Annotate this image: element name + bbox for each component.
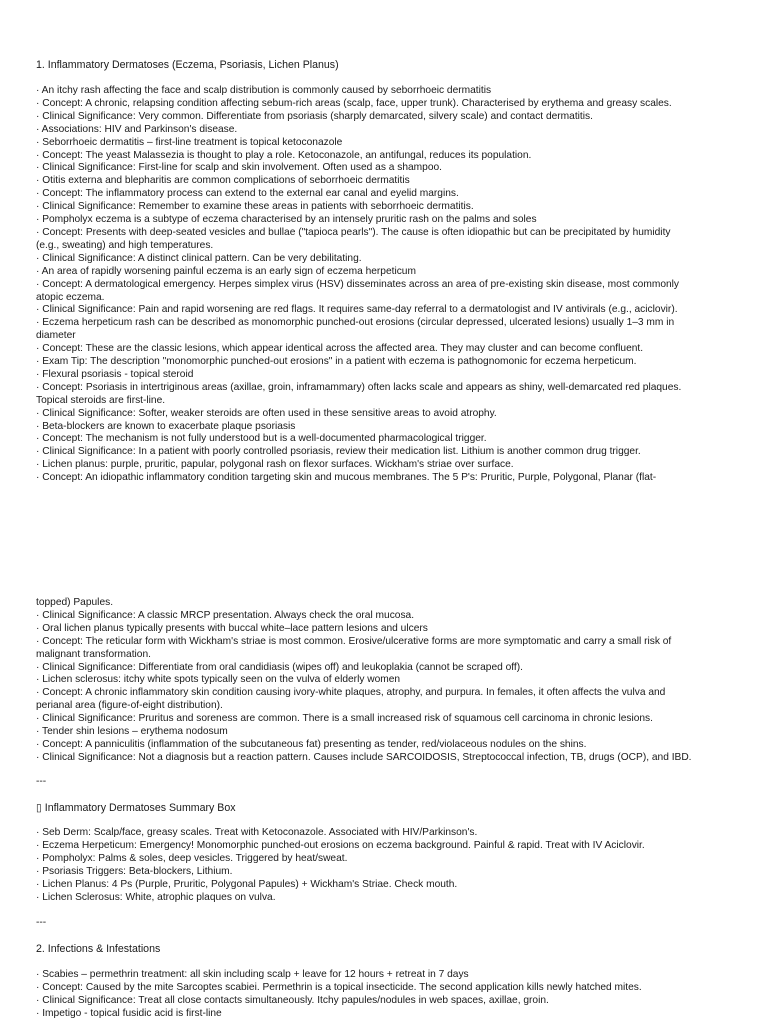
text-line: · Concept: Presents with deep-seated vesicles and bullae ("tapioca pearls"). The cause is often idiopathic but can be precipitated by humidity <box>36 226 671 238</box>
text-line: · Beta-blockers are known to exacerbate plaque psoriasis <box>36 420 296 432</box>
text-line: · Clinical Significance: First-line for scalp and skin involvement. Often used as a shampoo. <box>36 162 442 174</box>
text-line: · An area of rapidly worsening painful eczema is an early sign of eczema herpeticum <box>36 265 416 277</box>
text-line: Topical steroids are first-line. <box>36 394 166 406</box>
section-heading-inflammatory-dermatoses: 1. Inflammatory Dermatoses (Eczema, Psoriasis, Lichen Planus) <box>36 59 339 71</box>
text-line: · Clinical Significance: Not a diagnosis but a reaction pattern. Causes include SARCOIDOSIS, Streptococcal infection, TB, drugs (OCP), and IBD. <box>36 751 692 763</box>
text-line: · Concept: Psoriasis in intertriginous areas (axillae, groin, inframammary) often lacks scale and appears as shiny, well-demarcated red plaques. <box>36 381 682 393</box>
divider: --- <box>36 776 47 787</box>
text-line: · Otitis externa and blepharitis are common complications of seborrhoeic dermatitis <box>36 175 410 187</box>
text-line: · Concept: The yeast Malassezia is thought to play a role. Ketoconazole, an antifungal, reduces its population. <box>36 149 532 161</box>
text-line: · Clinical Significance: Differentiate from oral candidiasis (wipes off) and leukoplakia (cannot be scraped off). <box>36 661 523 673</box>
text-line: · Oral lichen planus typically presents with buccal white–lace pattern lesions and ulcers <box>36 622 428 634</box>
text-line: · Associations: HIV and Parkinson's disease. <box>36 123 238 135</box>
text-line: · Lichen Sclerosus: White, atrophic plaques on vulva. <box>36 891 276 903</box>
text-line: · Pompholyx: Palms & soles, deep vesicles. Triggered by heat/sweat. <box>36 852 348 864</box>
section-1-text-block-b <box>36 597 728 765</box>
text-line: · Clinical Significance: Very common. Differentiate from psoriasis (sharply demarcated, silvery scale) and contact dermatitis. <box>36 110 593 122</box>
section-2-text-block <box>36 969 728 1021</box>
text-line: · Exam Tip: The description "monomorphic punched-out erosions" in a patient with eczema is pathognomonic for eczema herpeticum. <box>36 356 637 368</box>
text-line: (e.g., sweating) and high temperatures. <box>36 239 214 251</box>
text-line: · Concept: A panniculitis (inflammation of the subcutaneous fat) presenting as tender, red/violaceous nodules on the shins. <box>36 738 587 750</box>
text-line: · Concept: The mechanism is not fully understood but is a well-documented pharmacological trigger. <box>36 433 487 445</box>
text-line: · Impetigo - topical fusidic acid is first-line <box>36 1007 222 1019</box>
text-line: diameter <box>36 330 76 342</box>
text-line: atopic eczema. <box>36 291 105 303</box>
text-line: · Clinical Significance: In a patient with poorly controlled psoriasis, review their medication list. Lithium is another common drug trigger. <box>36 446 641 458</box>
text-line: topped) Papules. <box>36 597 114 608</box>
text-line: · Concept: The reticular form with Wickham's striae is most common. Erosive/ulcerative forms are more symptomatic and carry a small risk of <box>36 635 672 647</box>
text-line: · Concept: The inflammatory process can extend to the external ear canal and eyelid margins. <box>36 188 459 200</box>
text-line: · Clinical Significance: Pain and rapid worsening are red flags. It requires same-day referral to a dermatologist and IV antivirals (e.g., aciclovir). <box>36 304 678 316</box>
text-line: · Clinical Significance: Softer, weaker steroids are often used in these sensitive areas to avoid atrophy. <box>36 407 497 419</box>
text-line: · An itchy rash affecting the face and scalp distribution is commonly caused by seborrhoeic dermatitis <box>36 85 492 96</box>
text-line: · Seborrhoeic dermatitis – first-line treatment is topical ketoconazole <box>36 136 343 148</box>
text-line: · Eczema Herpeticum: Emergency! Monomorphic punched-out erosions on eczema background. Painful & rapid. Treat with IV Aciclovir. <box>36 839 645 851</box>
summary-box-list <box>36 827 728 904</box>
section-1-text-block-a <box>36 85 728 485</box>
text-line: · Tender shin lesions – erythema nodosum <box>36 726 228 738</box>
text-line: malignant transformation. <box>36 648 151 660</box>
text-line: · Clinical Significance: Pruritus and soreness are common. There is a small increased risk of squamous cell carcinoma in chronic lesions. <box>36 713 653 725</box>
text-line: · Lichen planus: purple, pruritic, papular, polygonal rash on flexor surfaces. Wickham's striae over surface. <box>36 459 514 471</box>
text-line: · Psoriasis Triggers: Beta-blockers, Lithium. <box>36 865 233 877</box>
text-line: · Lichen Planus: 4 Ps (Purple, Pruritic, Polygonal Papules) + Wickham's Striae. Check mouth. <box>36 878 458 890</box>
text-line: · Concept: A chronic inflammatory skin condition causing ivory-white plaques, atrophy, and purpura. In females, it often affects the vulva and <box>36 687 666 699</box>
text-line: · Pompholyx eczema is a subtype of eczema characterised by an intensely pruritic rash on the palms and soles <box>36 214 537 226</box>
text-line: · Clinical Significance: Remember to examine these areas in patients with seborrhoeic dermatitis. <box>36 201 474 213</box>
text-line: · Clinical Significance: Treat all close contacts simultaneously. Itchy papules/nodules in web spaces, axillae, groin. <box>36 994 549 1006</box>
text-line: · Concept: Caused by the mite Sarcoptes scabiei. Permethrin is a topical insecticide. The second application kills newly hatched mites. <box>36 981 642 993</box>
text-line: · Concept: These are the classic lesions, which appear identical across the affected area. They may cluster and can become confluent. <box>36 343 644 355</box>
text-line: · Concept: A dermatological emergency. Herpes simplex virus (HSV) disseminates across an area of pre-existing skin disease, most commonly <box>36 278 680 290</box>
section-heading-infections-infestations: 2. Infections & Infestations <box>36 943 161 955</box>
summary-box-heading: ▯ Inflammatory Dermatoses Summary Box <box>36 802 236 814</box>
text-line: · Seb Derm: Scalp/face, greasy scales. Treat with Ketoconazole. Associated with HIV/Parkinson's. <box>36 827 478 838</box>
text-line: · Eczema herpeticum rash can be described as monomorphic punched-out erosions (circular depressed, ulcerated lesions) usually 1–3 mm in <box>36 317 675 329</box>
text-line: · Concept: An idiopathic inflammatory condition targeting skin and mucous membranes. The 5 P's: Pruritic, Purple, Polygonal, Planar (flat- <box>36 472 657 484</box>
divider: --- <box>36 917 47 928</box>
text-line: · Lichen sclerosus: itchy white spots typically seen on the vulva of elderly women <box>36 674 401 686</box>
text-line: · Clinical Significance: A distinct clinical pattern. Can be very debilitating. <box>36 252 362 264</box>
text-line: · Scabies – permethrin treatment: all skin including scalp + leave for 12 hours + retreat in 7 days <box>36 969 469 980</box>
text-line: · Concept: A chronic, relapsing condition affecting sebum-rich areas (scalp, face, upper trunk). Characterised by erythema and greasy scales. <box>36 97 672 109</box>
text-line: · Flexural psoriasis - topical steroid <box>36 368 194 380</box>
text-line: · Clinical Significance: A classic MRCP presentation. Always check the oral mucosa. <box>36 609 415 621</box>
text-line: perianal area (figure-of-eight distribution). <box>36 700 223 712</box>
